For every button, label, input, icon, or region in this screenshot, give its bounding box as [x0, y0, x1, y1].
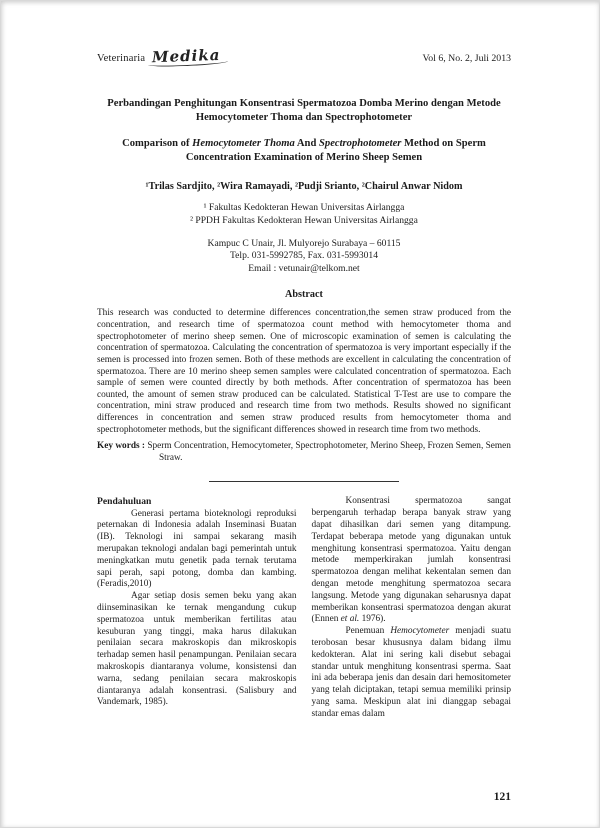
- body-paragraph: Agar setiap dosis semen beku yang akan diinseminasikan ke ternak mengandung cukup spermatozoa untuk memberikan fertilitas atau kesuburan yang tinggi, maka harus dilakukan penilaian secara makroskopis dan mikroskopis terhadap semen hasil penampungan. Penilaian secara makroskopis diantaranya volume, konsistensi dan warna, sedang penilaian secara makroskopis diantaranya adalah konsentrasi. (Salisbury and Vandemark, 1985).: [97, 591, 297, 708]
- affiliation-line: ² PPDH Fakultas Kedokteran Hewan Universitas Airlangga: [190, 214, 418, 226]
- contact-email: Email : vetunair@telkom.net: [248, 262, 360, 274]
- keywords-label: Key words :: [97, 441, 146, 452]
- contact-address: Kampuc C Unair, Jl. Mulyorejo Surabaya – 60115: [207, 237, 401, 249]
- left-column: [97, 496, 297, 720]
- two-column-body: [97, 496, 511, 720]
- body-paragraph: [312, 496, 512, 626]
- citation-et-al: et al.: [340, 614, 360, 625]
- affiliation-line: ¹ Fakultas Kedokteran Hewan Universitas Airlangga: [203, 202, 405, 214]
- paragraph-text: menjadi suatu terobosan besar khususnya dalam bidang ilmu kedokteran. Alat ini sering kali disebut sebagai standar untuk menghitung konsentrasi sperma. Saat ini ada beberapa jenis dan desain dari hemositometer yang telah diciptakan, tetapi semua memiliki prinsip yang sama. Meskipun alat ini dianggap sebagai standar emas dalam: [311, 626, 511, 719]
- section-heading-pendahuluan: Pendahuluan: [97, 496, 152, 508]
- title-english-part: And: [294, 138, 319, 150]
- title-english-part: Method on Sperm Concentration Examination of Merino Sheep Semen: [185, 138, 486, 163]
- title-english-italic-term: Spectrophotometer: [319, 138, 402, 150]
- paragraph-text: Penemuan: [345, 626, 391, 637]
- contact-phone-fax: Telp. 031-5992785, Fax. 031-5993014: [229, 250, 379, 262]
- journal-brand: [97, 47, 225, 67]
- keywords-line: [97, 441, 511, 464]
- title-english-italic-term: Hemocytometer Thoma: [192, 138, 295, 150]
- body-paragraph: [312, 626, 512, 720]
- term-hemocytometer: Hemocytometer: [390, 626, 450, 637]
- journal-name: Veterinaria: [97, 53, 146, 64]
- issue-info: Vol 6, No. 2, Juli 2013: [422, 53, 511, 64]
- journal-header: [97, 47, 511, 67]
- journal-logo-medika: Medika: [150, 46, 225, 69]
- abstract-heading: Abstract: [285, 289, 323, 301]
- title-english: [97, 137, 511, 164]
- paragraph-text: 1976).: [359, 614, 386, 625]
- keywords-text: Sperm Concentration, Hemocytometer, Spectrophotometer, Merino Sheep, Frozen Semen, Semen Straw.: [145, 441, 511, 463]
- authors-line: ¹Trilas Sardjito, ²Wira Ramayadi, ²Pudji Srianto, ²Chairul Anwar Nidom: [145, 181, 463, 193]
- page-number: 121: [493, 791, 511, 803]
- right-column: [312, 496, 512, 720]
- affiliations-block: [97, 202, 511, 227]
- title-indonesian: Perbandingan Penghitungan Konsentrasi Spermatozoa Domba Merino dengan Metode Hemocytometer Thoma dan Spectrophotometer: [107, 98, 501, 123]
- section-divider-rule: [209, 481, 399, 482]
- contact-block: [97, 238, 511, 276]
- title-english-part: Comparison of: [122, 138, 193, 150]
- abstract-text: This research was conducted to determine differences concentration,the semen straw produced from the concentration, and research time of spermatozoa count method with hemocytometer thoma and spectrophotometer of merino sheep semen. One of microscopic examination of semen is calculating the concentration of spermatozoa. Calculating the concentration of spermatozoa is very important especially if the semen is processed into frozen semen. Both of these methods are excellent in calculating the concentration of spermatozoa. There are 10 merino sheep semen samples were calculated concentration of spermatozoa. Each sample of semen were counted directly by both methods. After concentration of spermatozoa has been counted, the amount of semen straw produced can be calculated. Statistical T-Test are use to compare the concentration, mini straw produced and research time from two methods. Results showed no significant differences in concentration and semen straw produced results from hemocytometer thoma and spectrophotometer methods, but the significant differences showed in research time from two methods.: [97, 308, 511, 435]
- body-paragraph: Generasi pertama bioteknologi reproduksi peternakan di Indonesia adalah Inseminasi Buatan (IB). Teknologi ini sampai sekarang masih merupakan teknologi andalan bagi pemerintah untuk meningkatkan mutu genetik pada ternak terutama sapi perah, sapi potong, domba dan kambing. (Feradis,2010): [97, 508, 297, 590]
- paragraph-text: Konsentrasi spermatozoa sangat berpengaruh terhadap berapa banyak straw yang dapat dihasilkan dari semen yang ditampung. Terdapat beberapa metode yang digunakan untuk menghitung konsentrasi spermatozoa. Yaitu dengan metode memperkirakan jumlah konsentrasi spermatozoa dengan melihat kekentalan semen dan dengan metode menghitung spermatozoa secara langsung. Metode yang digunakan seharusnya dapat memberikan konsentrasi spermatozoa dengan akurat (Ennen: [311, 496, 511, 625]
